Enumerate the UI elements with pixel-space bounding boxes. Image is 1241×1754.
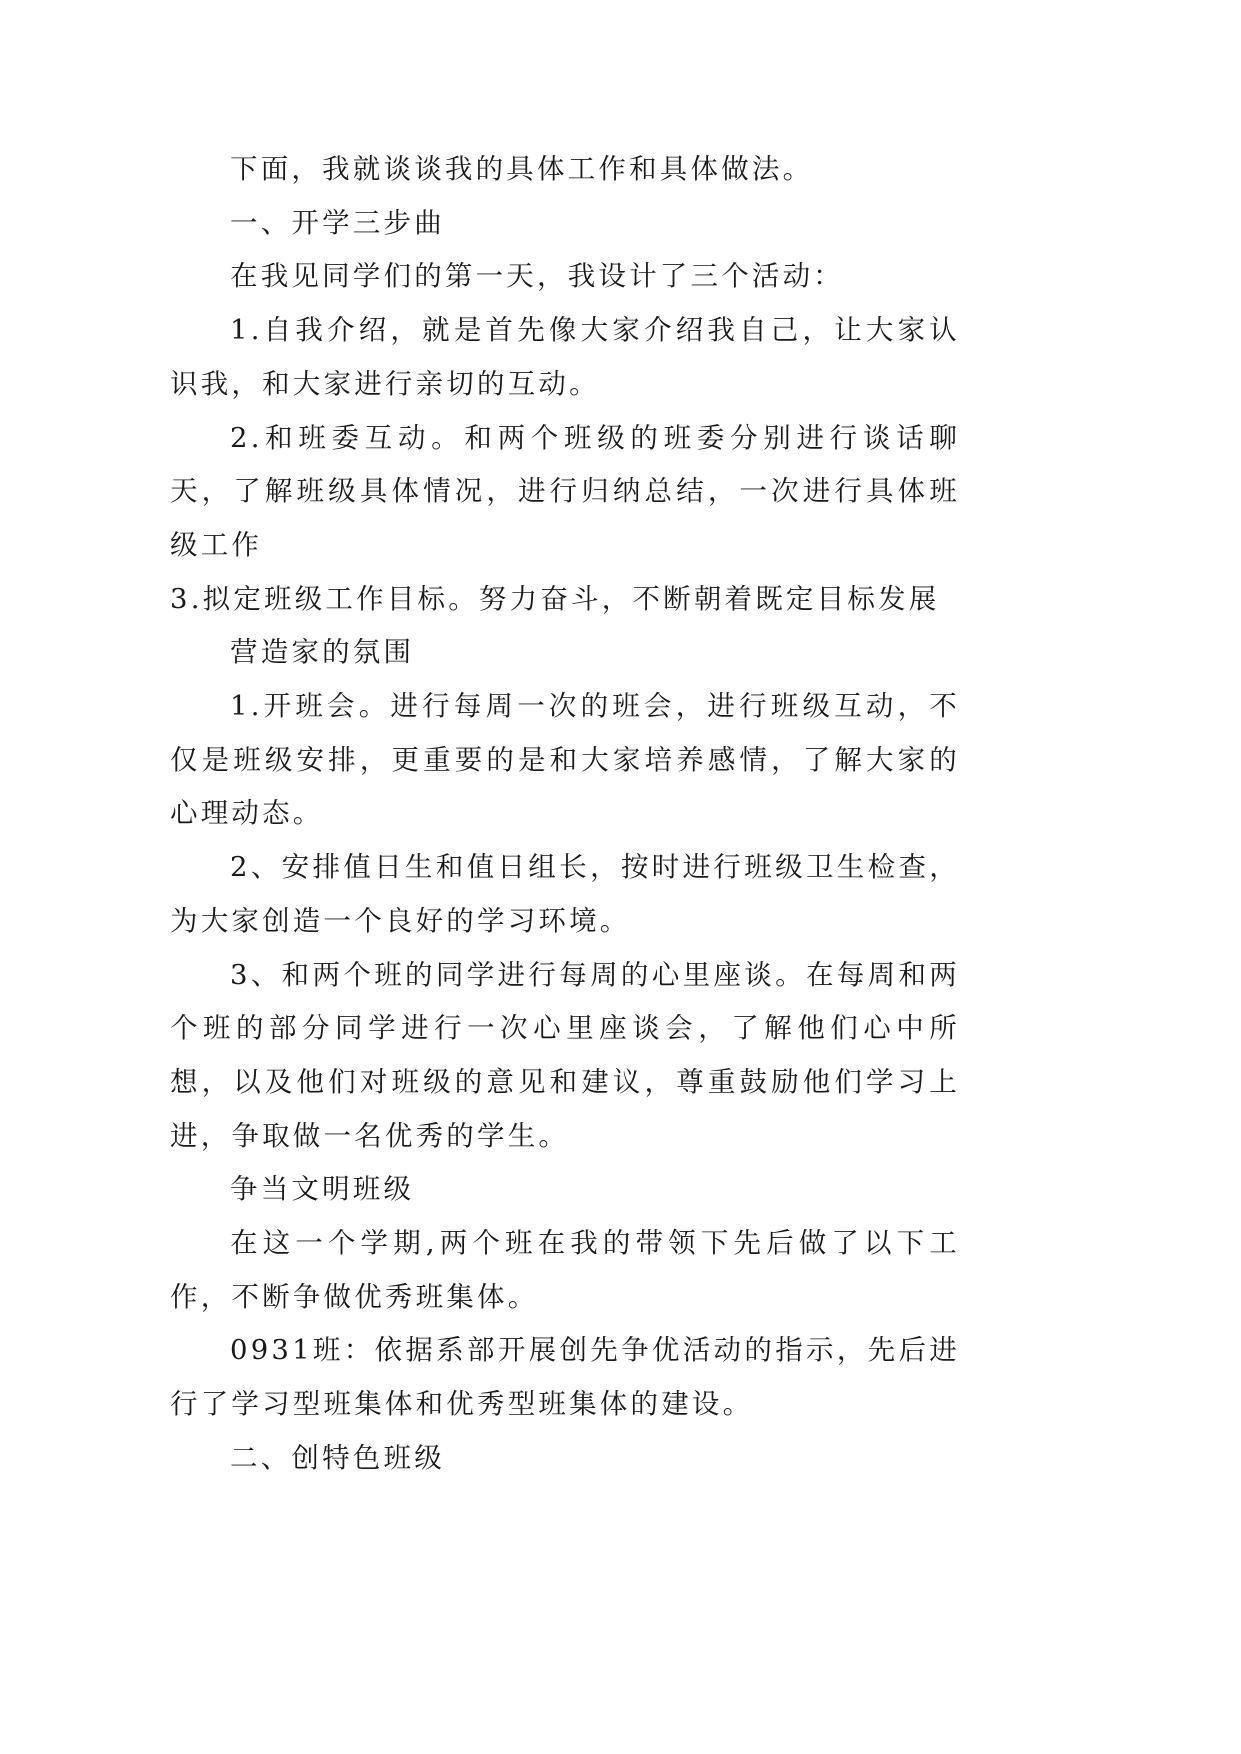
list-item: 1.自我介绍，就是首先像大家介绍我自己，让大家认识我，和大家进行亲切的互动。	[170, 314, 960, 400]
section-heading-1: 一、开学三步曲	[230, 206, 445, 239]
paragraph: 在这一个学期,两个班在我的带领下先后做了以下工作，不断争做优秀班集体。	[170, 1227, 960, 1313]
list-item: 2.和班委互动。和两个班级的班委分别进行谈话聊天，了解班级具体情况，进行归纳总结，一次进行具体班级工作	[170, 421, 960, 561]
list-item: 3.拟定班级工作目标。努力奋斗，不断朝着既定目标发展	[170, 582, 940, 615]
paragraph-intro: 下面，我就谈谈我的具体工作和具体做法。	[230, 153, 814, 185]
list-item: 3、和两个班的同学进行每周的心里座谈。在每周和两个班的部分同学进行一次心里座谈会，了解他们心中所想，以及他们对班级的意见和建议，尊重鼓励他们学习上进，争取做一名优秀的学生。	[170, 958, 960, 1152]
subheading: 争当文明班级	[230, 1173, 415, 1206]
paragraph: 0931班：依据系部开展创先争优活动的指示，先后进行了学习型班集体和优秀型班集体的建设。	[170, 1334, 960, 1421]
list-item: 2、安排值日生和值日组长，按时进行班级卫生检查，为大家创造一个良好的学习环境。	[170, 851, 960, 937]
section-heading-2: 二、创特色班级	[230, 1441, 445, 1474]
list-item: 1.开班会。进行每周一次的班会，进行班级互动，不仅是班级安排，更重要的是和大家培养感情，了解大家的心理动态。	[170, 690, 960, 830]
subheading: 营造家的氛围	[230, 636, 415, 669]
document-body	[170, 143, 960, 1486]
paragraph: 在我见同学们的第一天，我设计了三个活动：	[230, 260, 844, 293]
